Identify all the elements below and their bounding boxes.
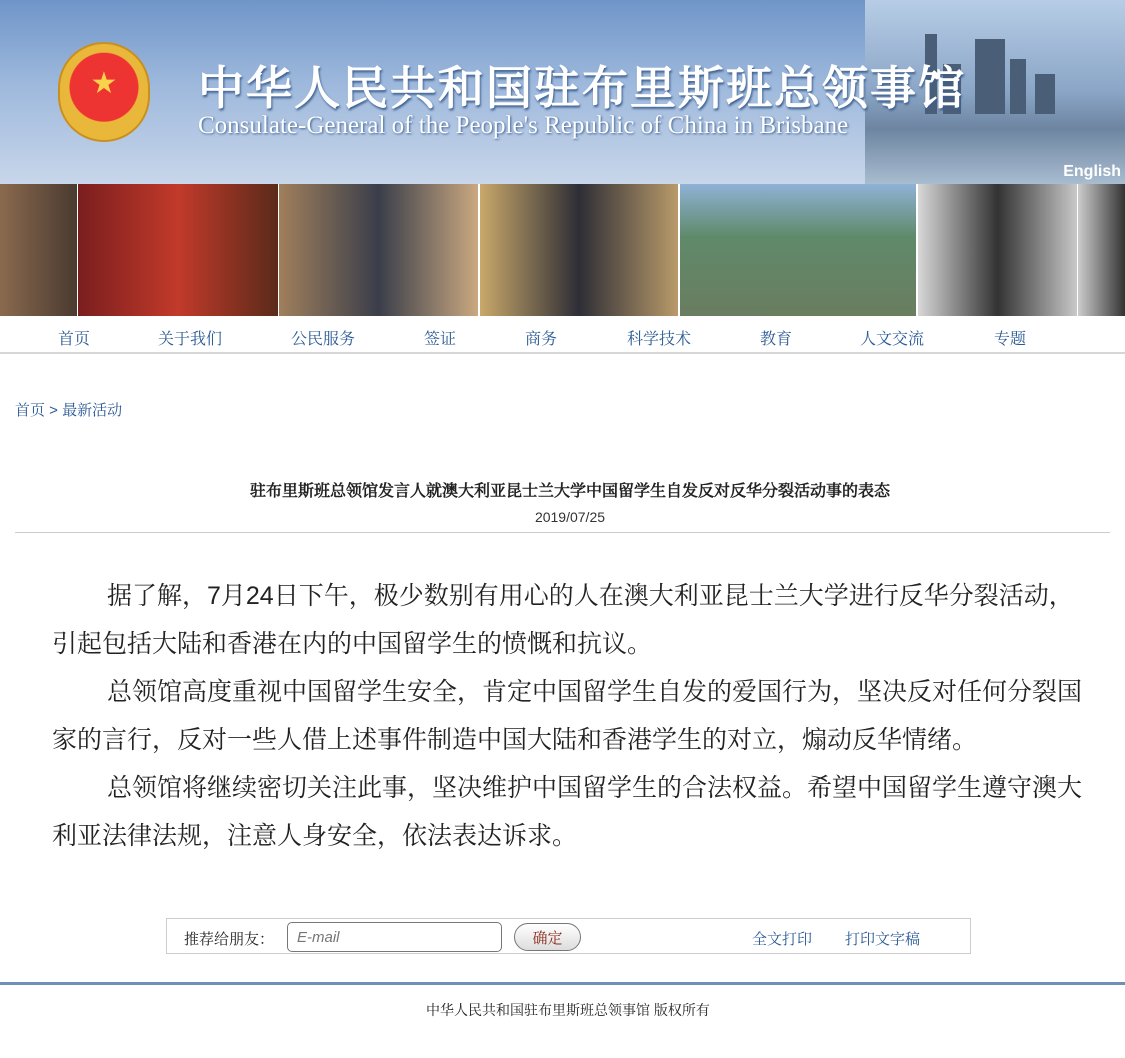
site-title-cn: 中华人民共和国驻布里斯班总领事馆 [198, 62, 966, 114]
photo-7 [1078, 184, 1125, 316]
nav-science[interactable]: 科学技术 [627, 331, 692, 348]
paragraph: 总领馆高度重视中国留学生安全，肯定中国留学生自发的爱国行为，坚决反对任何分裂国家的言行，反对一些人借上述事件制造中国大陆和香港学生的对立，煽动反华情绪。 [52, 678, 1083, 754]
print-full-link[interactable]: 全文打印 [752, 931, 813, 948]
article-body [52, 572, 1092, 860]
confirm-button[interactable]: 确定 [514, 923, 581, 951]
main-nav [0, 316, 1125, 354]
copyright: 中华人民共和国驻布里斯班总领事馆 版权所有 [426, 1002, 710, 1018]
share-label: 推荐给朋友： [184, 931, 275, 948]
print-text-link[interactable]: 打印文字稿 [845, 931, 921, 948]
photo-2 [78, 184, 278, 316]
nav-culture[interactable]: 人文交流 [860, 331, 925, 348]
nav-commerce[interactable]: 商务 [525, 331, 558, 348]
nav-visa[interactable]: 签证 [424, 331, 457, 348]
nav-about[interactable]: 关于我们 [158, 331, 223, 348]
nav-education[interactable]: 教育 [760, 331, 793, 348]
nav-citizen-services[interactable]: 公民服务 [291, 331, 356, 348]
breadcrumb[interactable]: 首页 > 最新活动 [15, 402, 123, 419]
article-title: 驻布里斯班总领馆发言人就澳大利亚昆士兰大学中国留学生自发反对反华分裂活动事的表态 [249, 483, 890, 500]
photo-1 [0, 184, 77, 316]
email-input[interactable] [287, 922, 502, 952]
site-header [0, 0, 1125, 184]
article-date: 2019/07/25 [534, 509, 606, 525]
nav-home[interactable]: 首页 [58, 331, 91, 348]
photo-3 [279, 184, 478, 316]
paragraph: 总领馆将继续密切关注此事，坚决维护中国留学生的合法权益。希望中国留学生遵守澳大利亚法律法规，注意人身安全，依法表达诉求。 [52, 774, 1083, 850]
photo-strip [0, 184, 1125, 316]
photo-4 [480, 184, 678, 316]
photo-5 [680, 184, 916, 316]
paragraph: 据了解，7月24日下午，极少数别有用心的人在澳大利亚昆士兰大学进行反华分裂活动，引起包括大陆和香港在内的中国留学生的愤慨和抗议。 [52, 582, 1074, 658]
nav-topics[interactable]: 专题 [994, 331, 1027, 348]
photo-6 [918, 184, 1077, 316]
footer-divider [0, 982, 1125, 985]
divider [15, 532, 1110, 533]
national-emblem-icon: ★ [58, 42, 150, 142]
share-bar [166, 918, 971, 954]
site-title-en: Consulate-General of the People's Republic of China in Brisbane [198, 112, 849, 139]
english-link[interactable]: English [1063, 163, 1121, 180]
